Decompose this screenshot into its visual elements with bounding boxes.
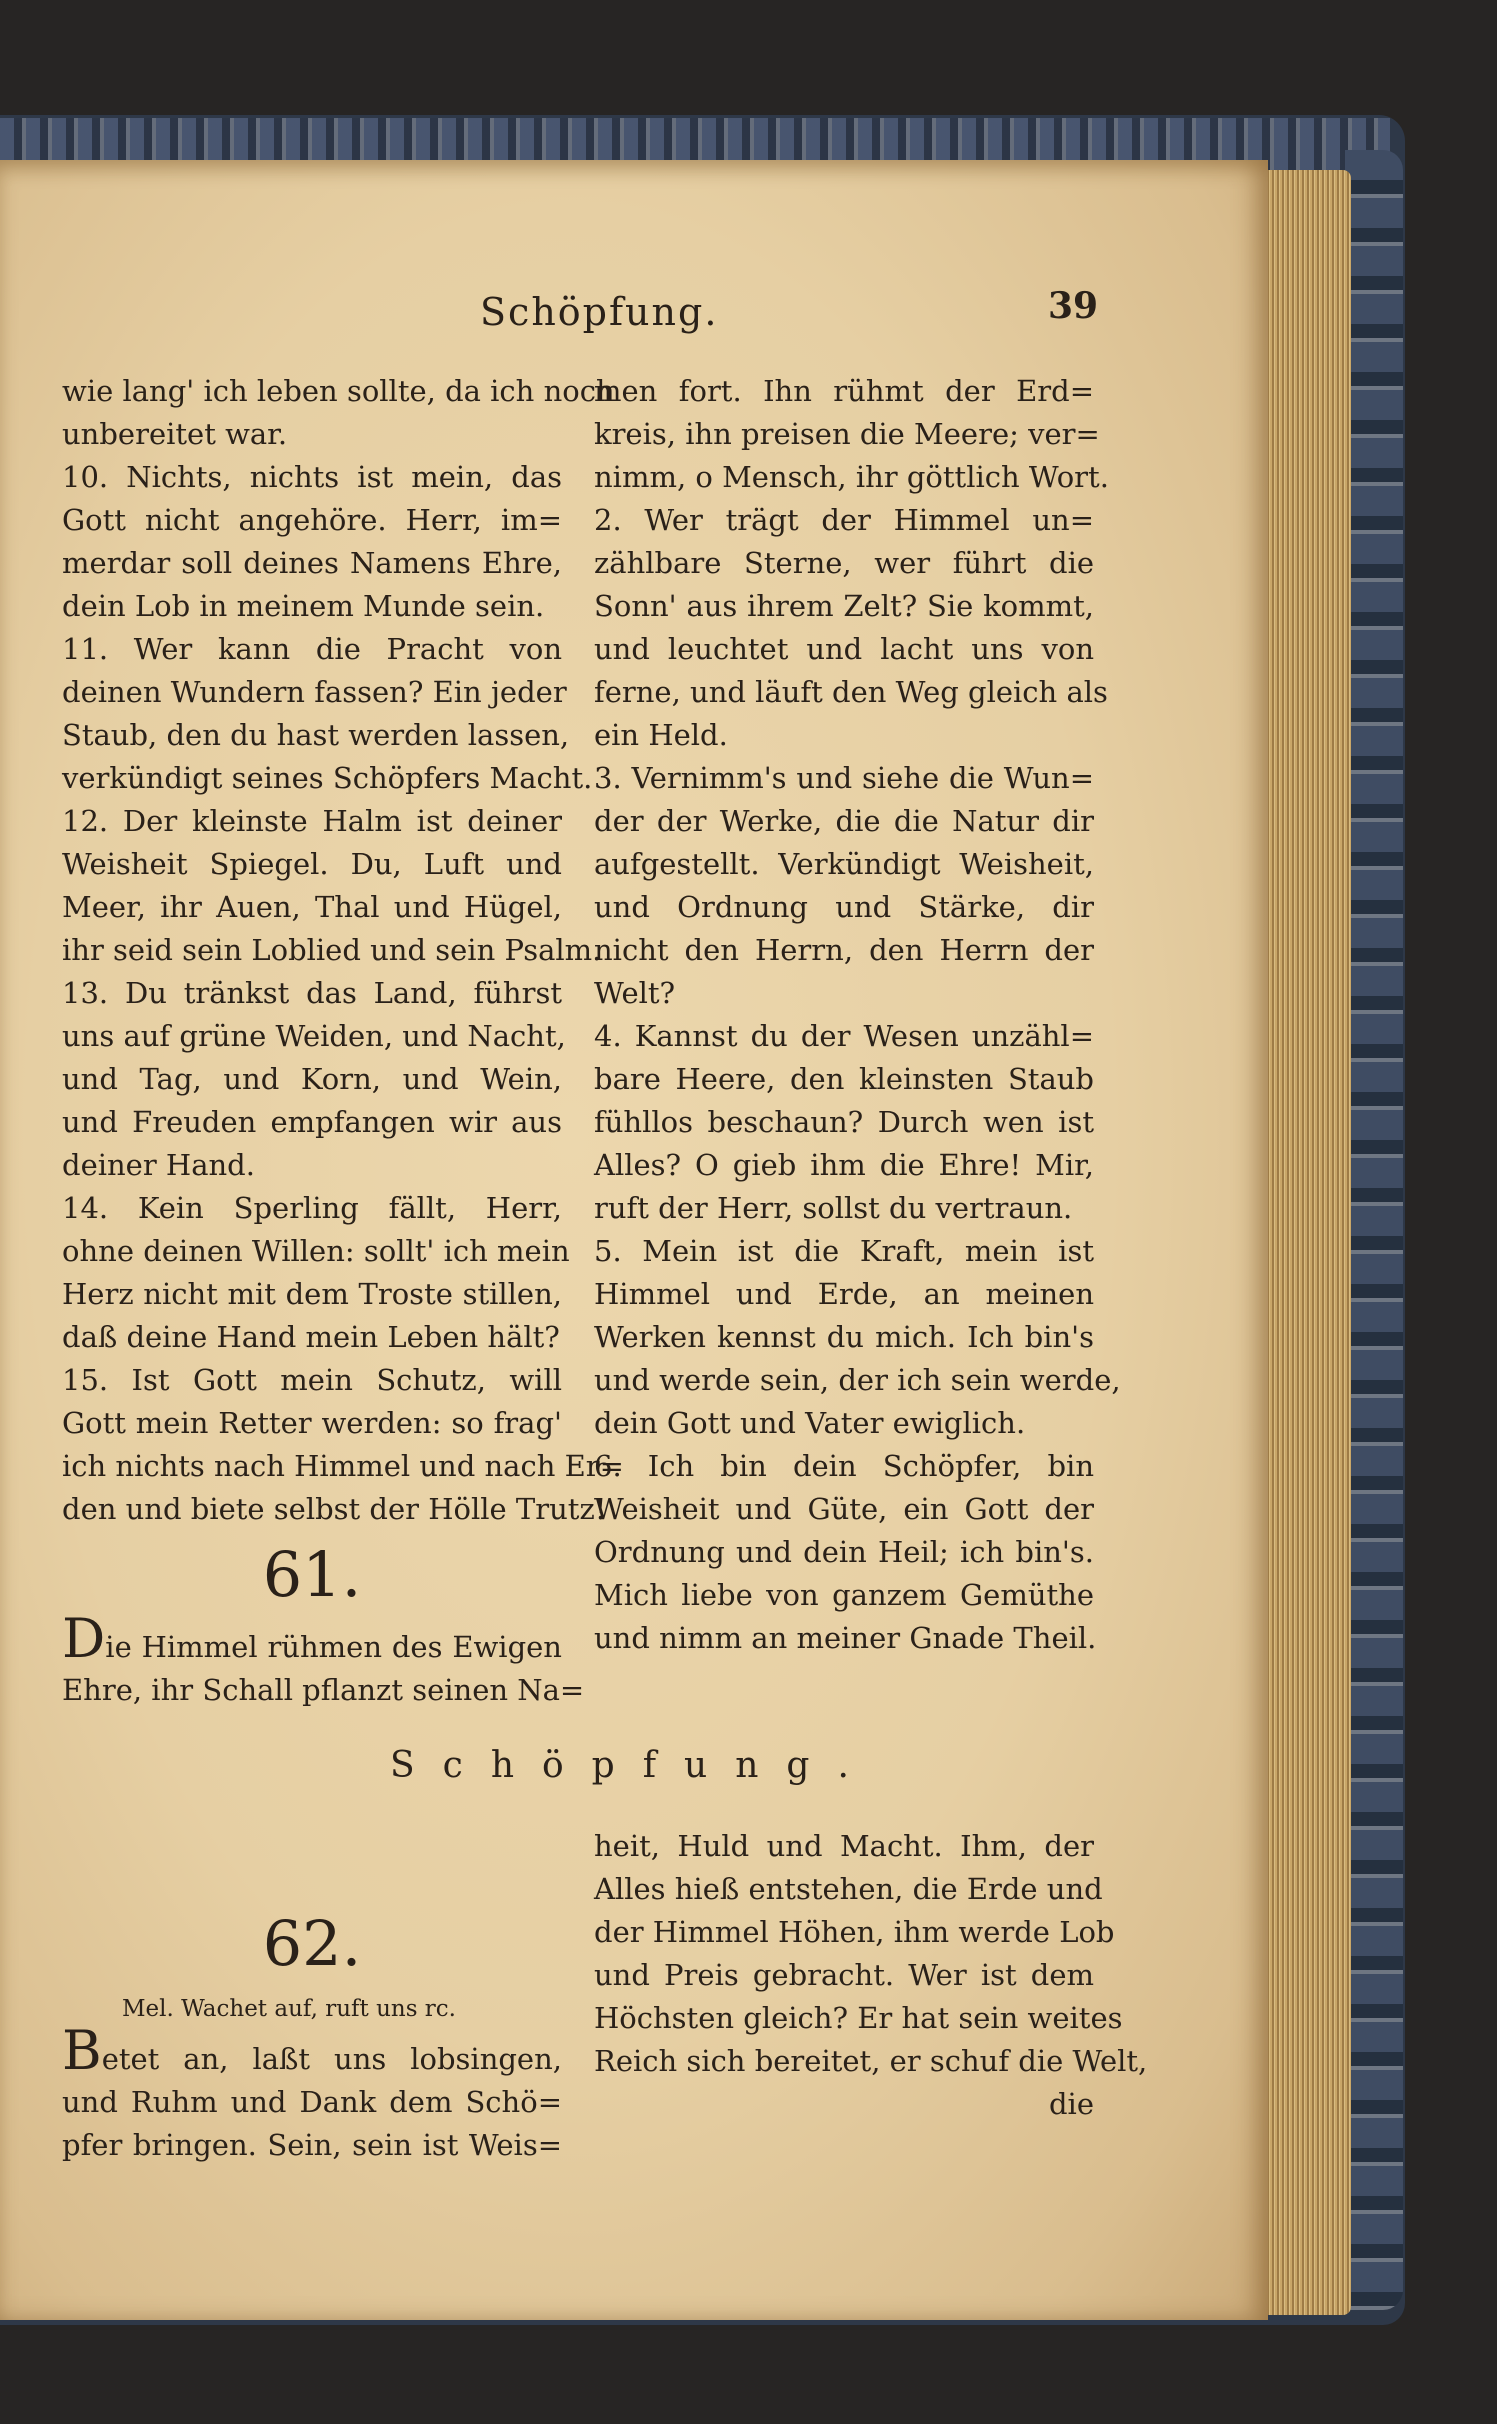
hymn-number: 61. bbox=[262, 1538, 362, 1611]
text-line: fühllos beschaun? Durch wen ist bbox=[594, 1105, 1094, 1139]
text-line: ein Held. bbox=[594, 718, 728, 752]
text-line: und werde sein, der ich sein werde, bbox=[594, 1363, 1121, 1397]
melody-note: Mel. Wachet auf, ruft uns rc. bbox=[122, 1996, 456, 2022]
text-line: zählbare Sterne, wer führt die bbox=[594, 546, 1094, 580]
text-line: 10. Nichts, nichts ist mein, das bbox=[62, 460, 562, 494]
page-number: 39 bbox=[1048, 285, 1099, 327]
text-line: bare Heere, den kleinsten Staub bbox=[594, 1062, 1094, 1096]
text-line: Mich liebe von ganzem Gemüthe bbox=[594, 1578, 1094, 1612]
text-line: und Ordnung und Stärke, dir bbox=[594, 890, 1094, 924]
text-line: unbereitet war. bbox=[62, 417, 288, 451]
text-line: Herz nicht mit dem Troste stillen, bbox=[62, 1277, 562, 1311]
text-line: Staub, den du hast werden lassen, bbox=[62, 718, 570, 752]
text-span: ie Himmel rühmen des Ewigen bbox=[105, 1630, 562, 1664]
text-line: 3. Vernimm's und siehe die Wun= bbox=[594, 761, 1094, 795]
text-line: nimm, o Mensch, ihr göttlich Wort. bbox=[594, 460, 1109, 494]
text-line: deiner Hand. bbox=[62, 1148, 255, 1182]
text-line: 13. Du tränkst das Land, führst bbox=[62, 976, 562, 1010]
text-line: Weisheit und Güte, ein Gott der bbox=[594, 1492, 1094, 1526]
text-line: uns auf grüne Weiden, und Nacht, bbox=[62, 1019, 566, 1053]
text-line: Ehre, ihr Schall pflanzt seinen Na= bbox=[62, 1673, 585, 1707]
text-line: heit, Huld und Macht. Ihm, der bbox=[594, 1829, 1094, 1863]
text-line: wie lang' ich leben sollte, da ich noch bbox=[62, 374, 615, 408]
text-line: 11. Wer kann die Pracht von bbox=[62, 632, 562, 666]
text-line: 2. Wer trägt der Himmel un= bbox=[594, 503, 1094, 537]
drop-capital: B bbox=[62, 2019, 102, 2082]
running-head: Schöpfung. bbox=[480, 290, 719, 334]
text-line: aufgestellt. Verkündigt Weisheit, bbox=[594, 847, 1094, 881]
text-line: und Freuden empfangen wir aus bbox=[62, 1105, 562, 1139]
text-line: deinen Wundern fassen? Ein jeder bbox=[62, 675, 567, 709]
hymn-number: 62. bbox=[262, 1907, 362, 1980]
text-line: Reich sich bereitet, er schuf die Welt, bbox=[594, 2044, 1148, 2078]
text-line: pfer bringen. Sein, sein ist Weis= bbox=[62, 2128, 562, 2162]
text-line: Welt? bbox=[594, 976, 676, 1010]
text-line: nicht den Herrn, den Herrn der bbox=[594, 933, 1094, 967]
text-line: ich nichts nach Himmel und nach Er= bbox=[62, 1449, 624, 1483]
text-line: 15. Ist Gott mein Schutz, will bbox=[62, 1363, 562, 1397]
text-line: Meer, ihr Auen, Thal und Hügel, bbox=[62, 890, 562, 924]
text-line: und Preis gebracht. Wer ist dem bbox=[594, 1958, 1094, 1992]
text-span: etet an, laßt uns lobsingen, bbox=[101, 2042, 562, 2076]
text-line: 5. Mein ist die Kraft, mein ist bbox=[594, 1234, 1094, 1268]
text-line: 6. Ich bin dein Schöpfer, bin bbox=[594, 1449, 1094, 1483]
text-line: dein Gott und Vater ewiglich. bbox=[594, 1406, 1026, 1440]
text-line: ihr seid sein Loblied und sein Psalm. bbox=[62, 933, 602, 967]
text-line: kreis, ihn preisen die Meere; ver= bbox=[594, 417, 1100, 451]
text-line: Weisheit Spiegel. Du, Luft und bbox=[62, 847, 562, 881]
text-line: ferne, und läuft den Weg gleich als bbox=[594, 675, 1108, 709]
text-line: Himmel und Erde, an meinen bbox=[594, 1277, 1094, 1311]
text-line: Gott mein Retter werden: so frag' bbox=[62, 1406, 562, 1440]
text-line: 14. Kein Sperling fällt, Herr, bbox=[62, 1191, 562, 1225]
text-line: Ordnung und dein Heil; ich bin's. bbox=[594, 1535, 1094, 1569]
text-line: verkündigt seines Schöpfers Macht. bbox=[62, 761, 593, 795]
text-line: Gott nicht angehöre. Herr, im= bbox=[62, 503, 562, 537]
text-line: 12. Der kleinste Halm ist deiner bbox=[62, 804, 562, 838]
text-line: ohne deinen Willen: sollt' ich mein bbox=[62, 1234, 570, 1268]
drop-capital: D bbox=[62, 1607, 106, 1670]
text-line: und Tag, und Korn, und Wein, bbox=[62, 1062, 562, 1096]
text-line: 4. Kannst du der Wesen unzähl= bbox=[594, 1019, 1094, 1053]
text-line: Werken kennst du mich. Ich bin's bbox=[594, 1320, 1094, 1354]
text-line: men fort. Ihn rühmt der Erd= bbox=[594, 374, 1094, 408]
section-heading: Schöpfung. bbox=[390, 1745, 877, 1786]
text-line: der Himmel Höhen, ihm werde Lob bbox=[594, 1915, 1115, 1949]
text-line: und nimm an meiner Gnade Theil. bbox=[594, 1621, 1097, 1655]
text-line bbox=[62, 2019, 562, 2082]
text-line: daß deine Hand mein Leben hält? bbox=[62, 1320, 560, 1354]
text-line: merdar soll deines Namens Ehre, bbox=[62, 546, 562, 580]
catchword: die bbox=[1048, 2087, 1094, 2121]
text-line bbox=[62, 1607, 562, 1670]
text-line: und Ruhm und Dank dem Schö= bbox=[62, 2085, 562, 2119]
left-column-top bbox=[62, 370, 624, 1712]
text-line: und leuchtet und lacht uns von bbox=[594, 632, 1094, 666]
text-line: dein Lob in meinem Munde sein. bbox=[62, 589, 545, 623]
text-line: Alles hieß entstehen, die Erde und bbox=[594, 1872, 1103, 1906]
text-line: Höchsten gleich? Er hat sein weites bbox=[594, 2001, 1123, 2035]
right-column-bottom bbox=[594, 1825, 1148, 2126]
text-line: den und biete selbst der Hölle Trutz! bbox=[62, 1492, 607, 1526]
left-column-bottom bbox=[62, 1900, 562, 2167]
text-line: der der Werke, die die Natur dir bbox=[594, 804, 1094, 838]
page-edges bbox=[1265, 170, 1351, 2315]
text-line: ruft der Herr, sollst du vertraun. bbox=[594, 1191, 1073, 1225]
text-line: Alles? O gieb ihm die Ehre! Mir, bbox=[594, 1148, 1094, 1182]
right-column-top bbox=[594, 370, 1121, 1660]
cover-edge-ornament bbox=[1345, 150, 1403, 2310]
text-line: Sonn' aus ihrem Zelt? Sie kommt, bbox=[594, 589, 1094, 623]
